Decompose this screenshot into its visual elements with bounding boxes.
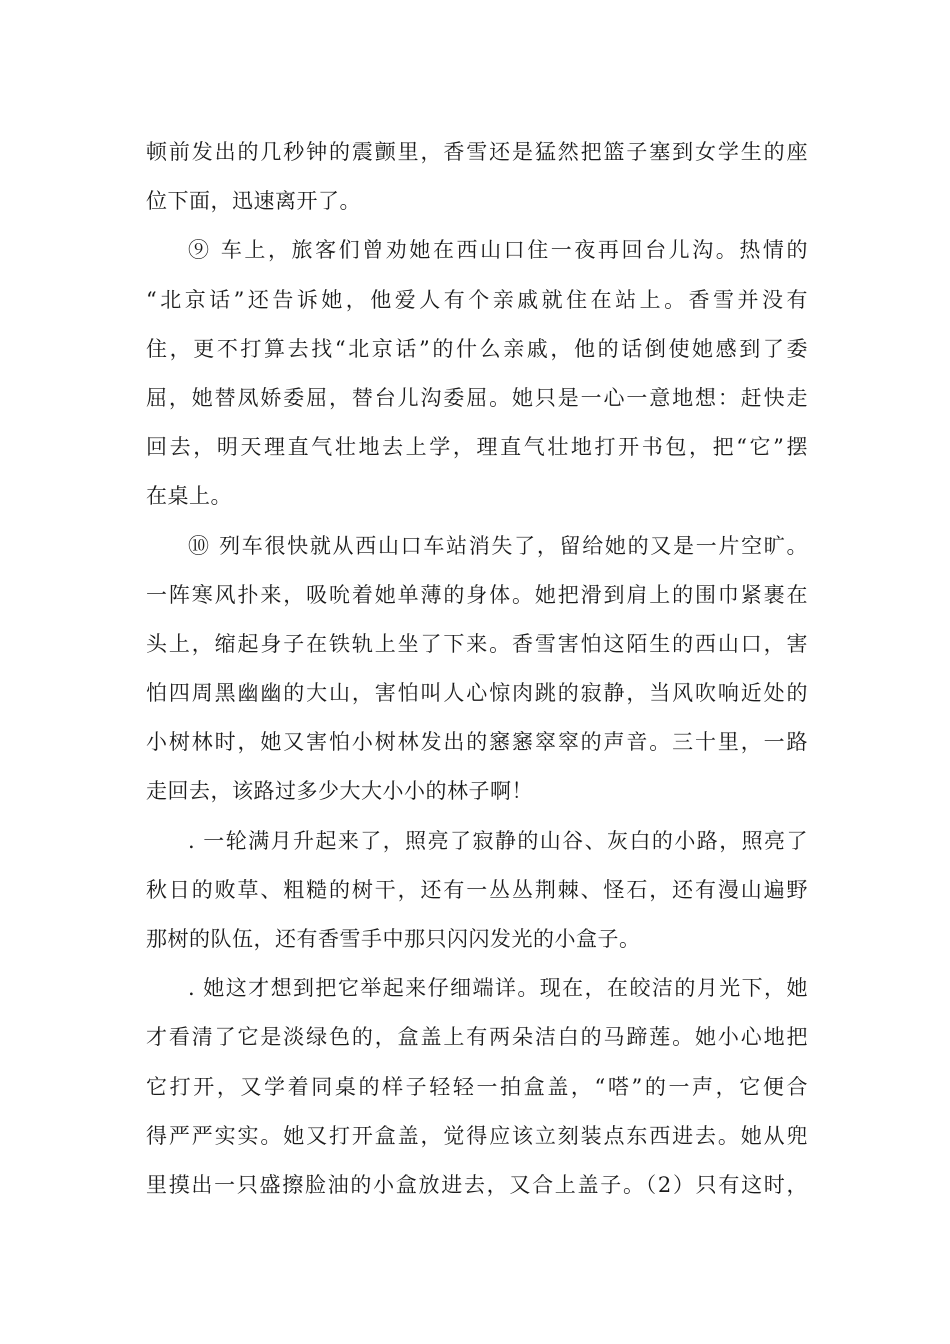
- text-line: 才看清了它是淡绿色的，盒盖上有两朵洁白的马蹄莲。她小心地把: [146, 1025, 808, 1050]
- text-line: 位下面，迅速离开了。: [146, 189, 361, 214]
- text-line: 那树的队伍，还有香雪手中那只闪闪发光的小盒子。: [146, 927, 641, 951]
- text-line: “北京话”还告诉她，他爱人有个亲戚就住在站上。香雪并没有: [146, 287, 808, 312]
- text-line: 住，更不打算去找“北京话”的什么亲戚，他的话倒使她感到了委: [146, 336, 808, 361]
- text-line: 里摸出一只盛擦脸油的小盒放进去，又合上盖子。（2）只有这时，: [146, 1172, 808, 1197]
- text-line: 回去，明天理直气壮地去上学，理直气壮地打开书包，把“它”摆: [146, 435, 808, 460]
- text-line: 顿前发出的几秒钟的震颤里，香雪还是猛然把篮子塞到女学生的座: [146, 140, 808, 164]
- text-line: 它打开，又学着同桌的样子轻轻一拍盒盖，“嗒”的一声，它便合: [146, 1074, 808, 1099]
- text-line: . 一轮满月升起来了，照亮了寂静的山谷、灰白的小路，照亮了: [188, 828, 808, 853]
- text-line: . 她这才想到把它举起来仔细端详。现在，在皎洁的月光下，她: [188, 976, 808, 1001]
- text-line: ⑨ 车上，旅客们曾劝她在西山口住一夜再回台儿沟。热情的: [188, 238, 808, 263]
- text-line: 屈，她替凤娇委屈，替台儿沟委屈。她只是一心一意地想：赶快走: [146, 385, 808, 410]
- text-line: 走回去，该路过多少大大小小的林子啊！: [146, 779, 533, 804]
- text-line: ⑩ 列车很快就从西山口车站消失了，留给她的又是一片空旷。: [188, 533, 808, 558]
- text-line: 头上，缩起身子在铁轨上坐了下来。香雪害怕这陌生的西山口，害: [146, 631, 808, 656]
- text-line: 小树林时，她又害怕小树林发出的窸窸窣窣的声音。三十里，一路: [146, 730, 808, 755]
- text-line: 秋日的败草、粗糙的树干，还有一丛丛荆棘、怪石，还有漫山遍野: [146, 877, 808, 902]
- text-line: 一阵寒风扑来，吸吮着她单薄的身体。她把滑到肩上的围巾紧裹在: [146, 582, 808, 607]
- text-line: 怕四周黑幽幽的大山，害怕叫人心惊肉跳的寂静，当风吹响近处的: [146, 681, 808, 706]
- text-line: 在桌上。: [146, 484, 232, 509]
- text-line: 得严严实实。她又打开盒盖，觉得应该立刻装点东西进去。她从兜: [146, 1123, 808, 1148]
- body-text: [146, 128, 808, 1210]
